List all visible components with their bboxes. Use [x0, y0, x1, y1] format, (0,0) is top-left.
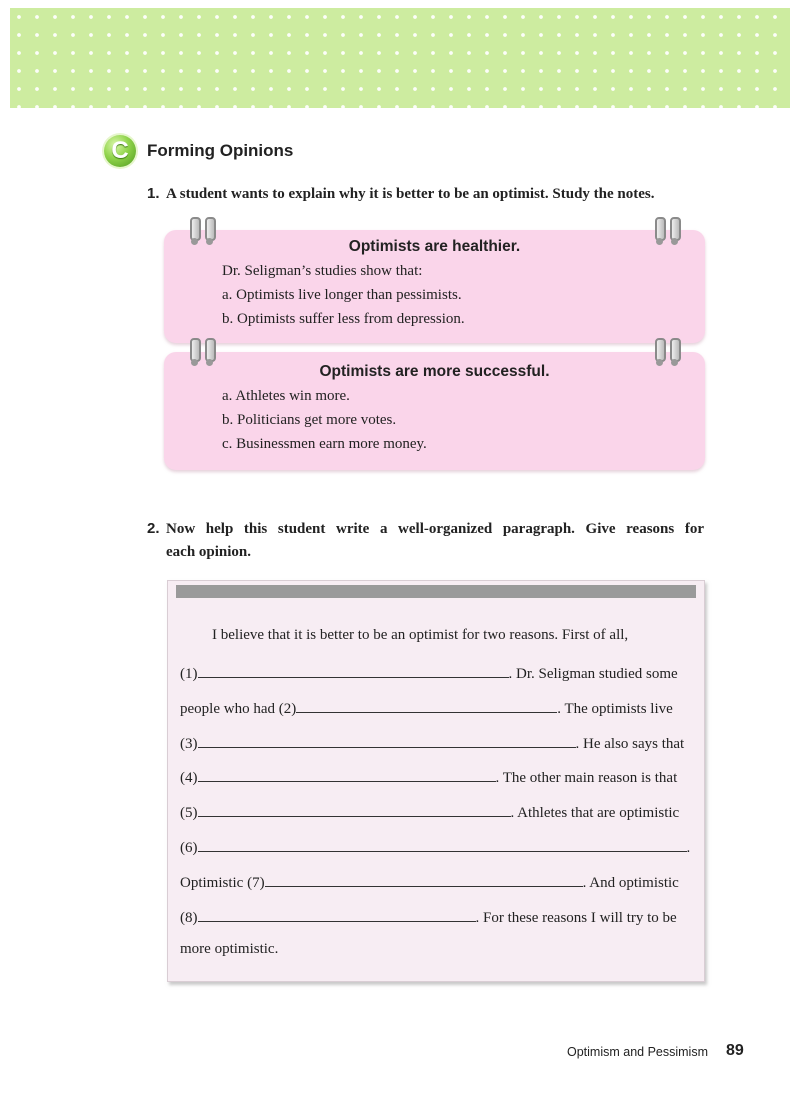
answer-blank-3[interactable]: [198, 733, 576, 748]
blank-label: (6): [180, 840, 198, 856]
paragraph-line: I believe that it is better to be an optimist for two reasons. First of all,: [212, 627, 629, 643]
question-1-number: 1.: [147, 185, 160, 202]
answer-blank-2[interactable]: [296, 698, 557, 713]
section-letter-badge: C: [104, 135, 136, 167]
paragraph-text: people who had (2): [180, 701, 297, 717]
paragraph-text: . Dr. Seligman studied some: [508, 666, 678, 682]
answer-blank-4[interactable]: [198, 767, 496, 782]
blank-label: (3): [180, 736, 198, 752]
answer-blank-7[interactable]: [265, 872, 583, 887]
answer-blank-8[interactable]: [198, 907, 476, 922]
binder-ring-icon: [205, 338, 216, 362]
blank-label: (5): [180, 805, 198, 821]
note-card-title: Optimists are healthier.: [348, 238, 521, 255]
header-banner: [10, 8, 790, 108]
question-2-number: 2.: [147, 520, 160, 537]
paragraph-text: Optimistic (7): [180, 875, 265, 891]
section-title: Forming Opinions: [147, 141, 294, 160]
page-number: 89: [726, 1042, 744, 1059]
binder-ring-icon: [655, 338, 666, 362]
paragraph-line: [180, 837, 692, 857]
footer-chapter-title: Optimism and Pessimism: [567, 1045, 708, 1059]
blank-label: (1): [180, 666, 198, 682]
blank-label: (8): [180, 910, 198, 926]
paragraph-line: [180, 663, 692, 683]
answer-blank-5[interactable]: [198, 802, 511, 817]
note-card-health: [164, 230, 705, 343]
note-line: b. Optimists suffer less from depression.: [222, 311, 465, 327]
question-2-text-line1: Now help this student write a well-organized paragraph. Give reasons for: [166, 521, 704, 537]
note-card-success: [164, 352, 705, 470]
note-line: c. Businessmen earn more money.: [222, 436, 427, 452]
answer-blank-1[interactable]: [198, 663, 509, 678]
paragraph-line: [180, 733, 692, 753]
binder-ring-icon: [670, 217, 681, 241]
question-1-text: A student wants to explain why it is better to be an optimist. Study the notes.: [166, 186, 655, 202]
paragraph-text: .: [686, 840, 691, 856]
paragraph-line: [180, 872, 692, 892]
notepad-spiral-holes: [176, 585, 696, 605]
paragraph-text: . The optimists live: [557, 701, 673, 717]
binder-ring-icon: [655, 217, 666, 241]
paragraph-text: . The other main reason is that: [495, 770, 678, 786]
note-line: a. Optimists live longer than pessimists.: [222, 287, 462, 303]
paragraph-text: . And optimistic: [582, 875, 679, 891]
blank-label: (4): [180, 770, 198, 786]
note-line: b. Politicians get more votes.: [222, 412, 397, 428]
binder-ring-icon: [190, 217, 201, 241]
note-line: a. Athletes win more.: [222, 388, 350, 404]
paragraph-notepad: [167, 580, 705, 982]
binder-ring-icon: [670, 338, 681, 362]
answer-blank-6[interactable]: [198, 837, 687, 852]
note-card-title: Optimists are more successful.: [319, 363, 550, 380]
paragraph-line: [180, 802, 692, 822]
paragraph-line: [180, 698, 692, 718]
binder-ring-icon: [205, 217, 216, 241]
paragraph-text: . Athletes that are optimistic: [510, 805, 680, 821]
note-line: Dr. Seligman’s studies show that:: [222, 263, 423, 279]
question-2-text-line2: each opinion.: [166, 544, 252, 560]
paragraph-text: . For these reasons I will try to be: [475, 910, 677, 926]
binder-ring-icon: [190, 338, 201, 362]
paragraph-line: more optimistic.: [180, 941, 279, 957]
paragraph-line: [180, 907, 692, 927]
paragraph-line: [180, 767, 692, 787]
paragraph-text: . He also says that: [575, 736, 685, 752]
